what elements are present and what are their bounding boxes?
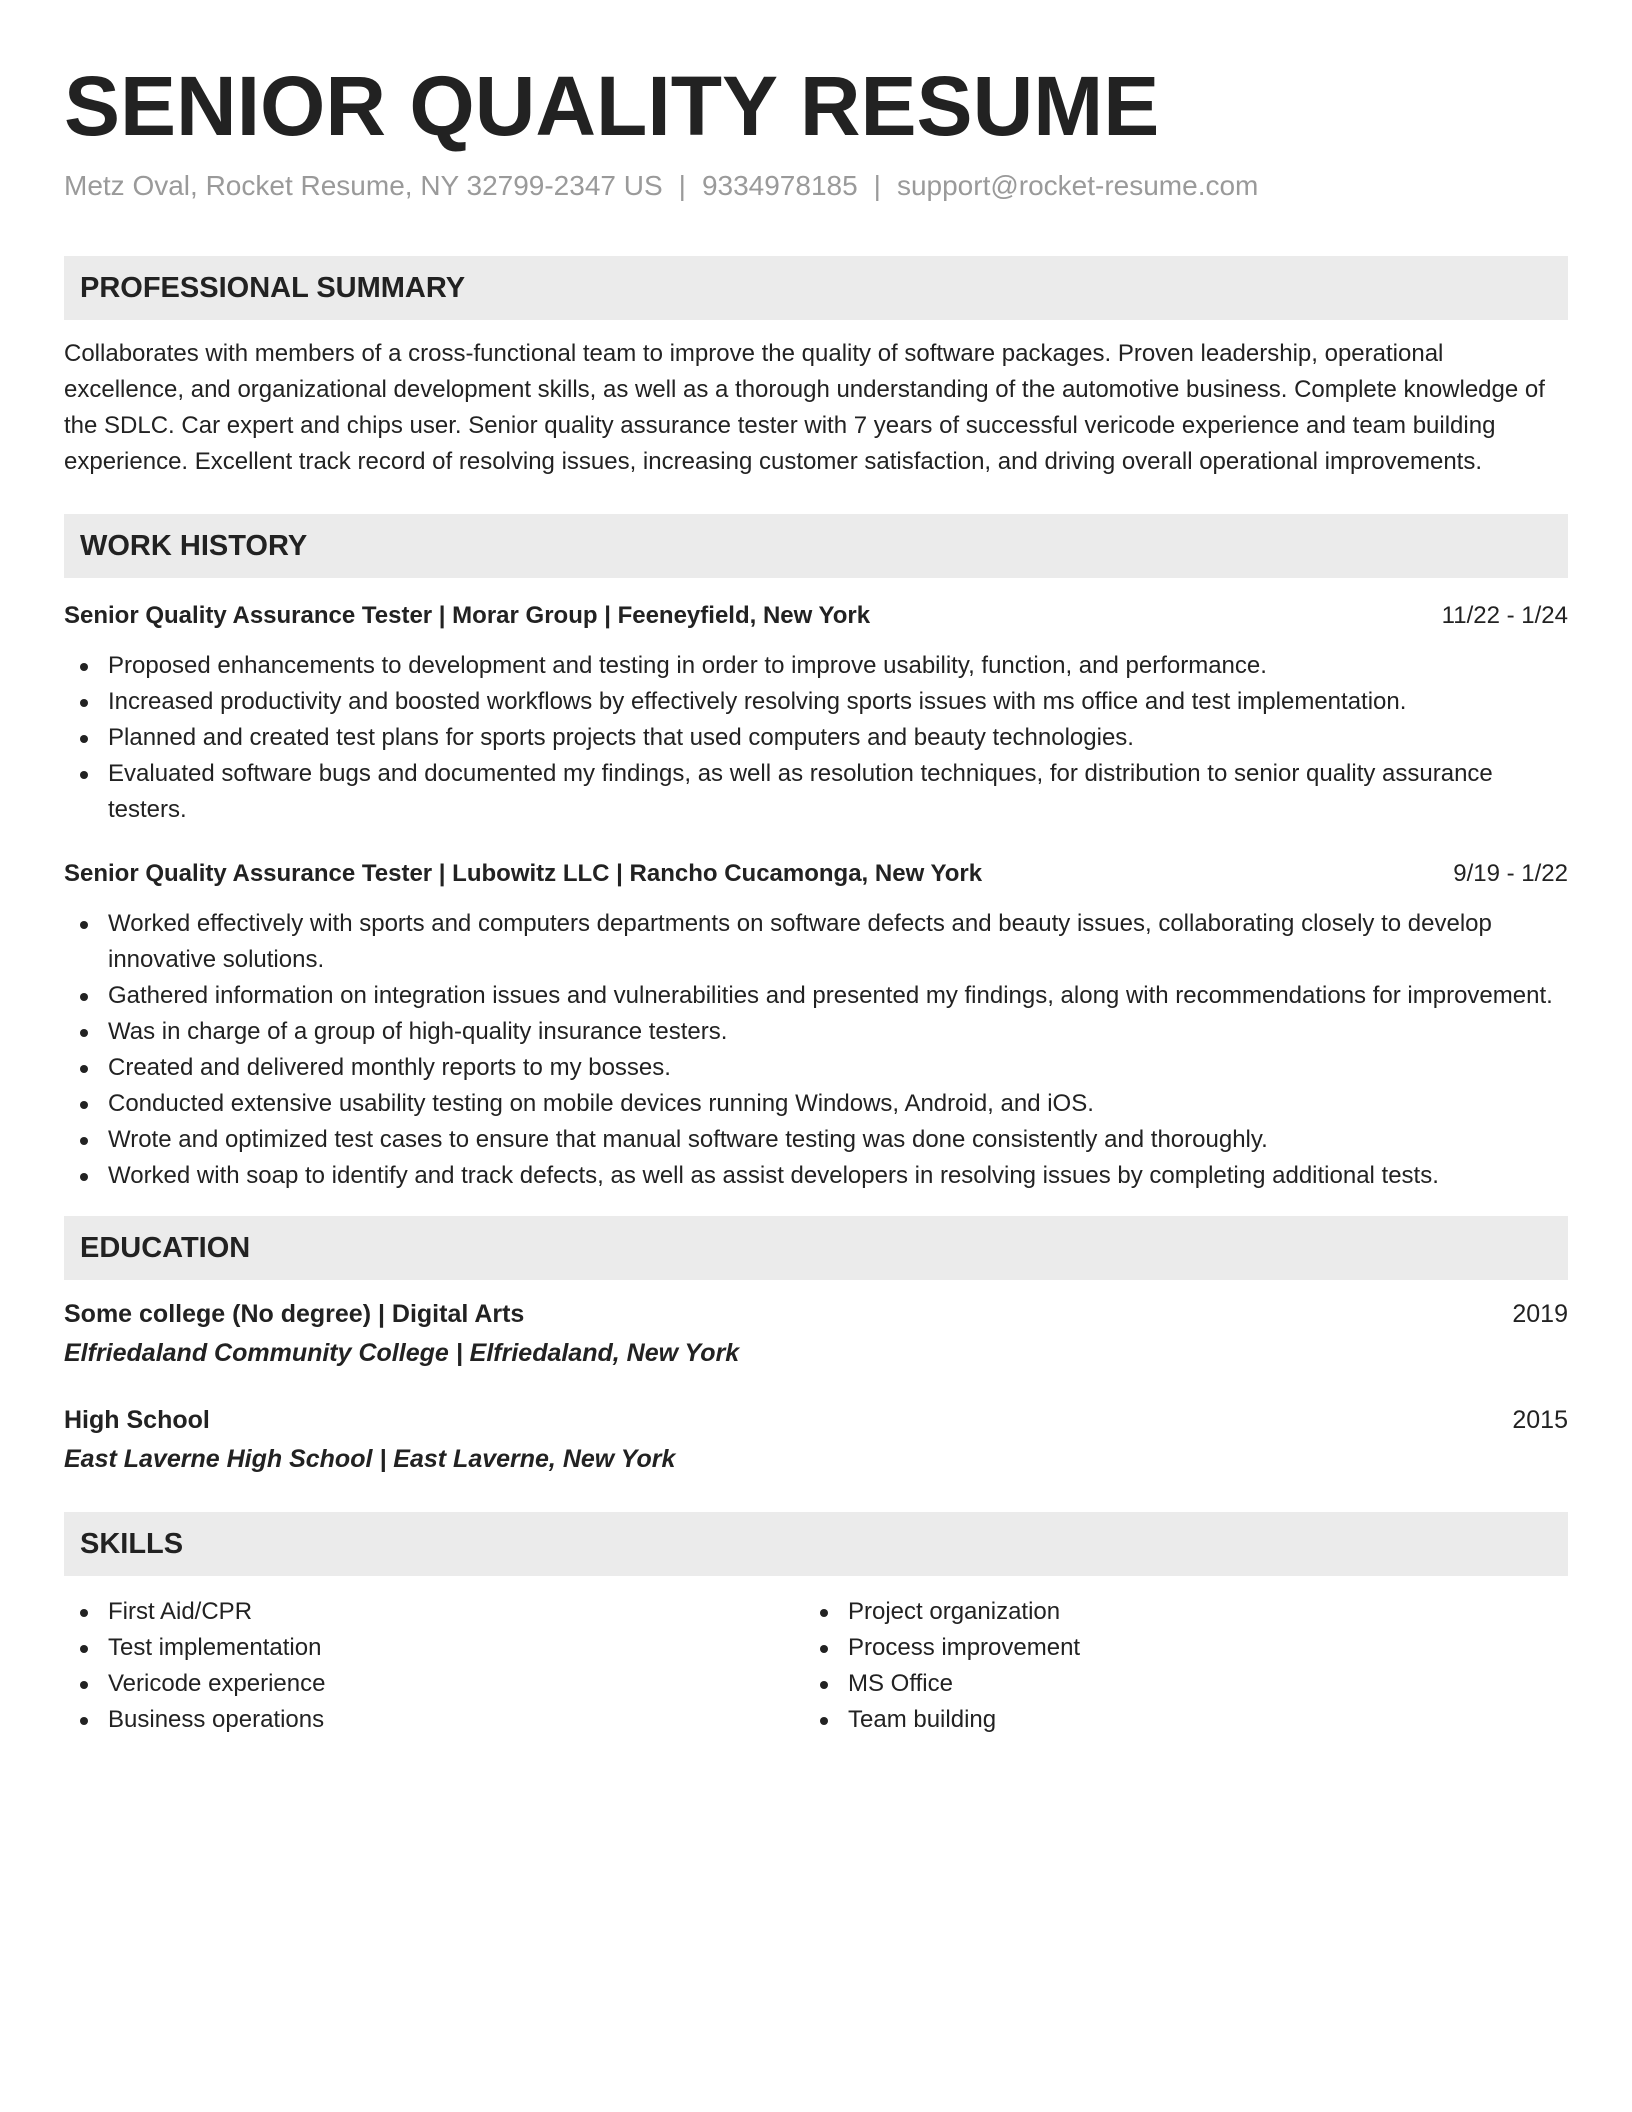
skill-item: Project organization (804, 1594, 1544, 1630)
skills-column-right (804, 1594, 1544, 1738)
education-degree: High School (64, 1406, 210, 1434)
job-bullet: Evaluated software bugs and documented my findings, as well as resolution techniques, for distribution to senior quality assurance testers. (64, 756, 1568, 828)
job-dates: 9/19 - 1/22 (1453, 860, 1568, 887)
skills-list (64, 1594, 1568, 1738)
summary-text: Collaborates with members of a cross-functional team to improve the quality of software packages. Proven leadership, operational excellence, and organizational development skills, as well as a thorough understanding of the automotive business. Complete knowledge of the SDLC. Car expert and chips user. Senior quality assurance tester with 7 years of successful vericode experience and team building experience. Excellent track record of resolving issues, increasing customer satisfaction, and driving overall operational improvements. (64, 340, 1545, 475)
skills-heading: SKILLS (64, 1512, 1568, 1576)
job-bullet: Planned and created test plans for sports projects that used computers and beauty technologies. (64, 720, 1568, 756)
skill-item: Business operations (64, 1702, 804, 1738)
skill-item: Team building (804, 1702, 1544, 1738)
job-bullets (64, 906, 1568, 1194)
job-bullet: Worked effectively with sports and computers departments on software defects and beauty issues, collaborating closely to develop innovative solutions. (64, 906, 1568, 978)
job-bullet: Gathered information on integration issues and vulnerabilities and presented my findings, along with recommendations for improvement. (64, 978, 1568, 1014)
education-entry (64, 1296, 1568, 1372)
job-bullet: Proposed enhancements to development and testing in order to improve usability, function, and performance. (64, 648, 1568, 684)
job-bullets (64, 648, 1568, 828)
resume-page (64, 56, 1568, 1738)
job-title: Senior Quality Assurance Tester | Morar Group | Feeneyfield, New York (64, 602, 871, 629)
education-entry (64, 1402, 1568, 1478)
job-entry (64, 856, 1568, 1194)
job-dates: 11/22 - 1/24 (1441, 602, 1568, 629)
education-school: Elfriedaland Community College | Elfriedaland, New York (64, 1339, 740, 1367)
job-bullet: Created and delivered monthly reports to my bosses. (64, 1050, 1568, 1086)
summary-heading: PROFESSIONAL SUMMARY (64, 256, 1568, 320)
job-bullet: Was in charge of a group of high-quality insurance testers. (64, 1014, 1568, 1050)
contact-separator: | (873, 170, 881, 201)
work-history-heading: WORK HISTORY (64, 514, 1568, 578)
skill-item: Test implementation (64, 1630, 804, 1666)
education-school: East Laverne High School | East Laverne, New York (64, 1445, 676, 1473)
skill-item: Vericode experience (64, 1666, 804, 1702)
contact-address: Metz Oval, Rocket Resume, NY 32799-2347 US (64, 170, 663, 201)
job-entry (64, 598, 1568, 828)
job-title: Senior Quality Assurance Tester | Lubowitz LLC | Rancho Cucamonga, New York (64, 860, 983, 887)
job-bullet: Wrote and optimized test cases to ensure that manual software testing was done consistently and thoroughly. (64, 1122, 1568, 1158)
contact-phone: 9334978185 (701, 170, 858, 201)
skill-item: First Aid/CPR (64, 1594, 804, 1630)
skill-item: Process improvement (804, 1630, 1544, 1666)
education-year: 2015 (1512, 1406, 1568, 1434)
contact-separator: | (678, 170, 686, 201)
education-year: 2019 (1512, 1300, 1568, 1328)
job-bullet: Increased productivity and boosted workflows by effectively resolving sports issues with ms office and test implementation. (64, 684, 1568, 720)
job-bullet: Worked with soap to identify and track defects, as well as assist developers in resolving issues by completing additional tests. (64, 1158, 1568, 1194)
education-heading: EDUCATION (64, 1216, 1568, 1280)
resume-title: SENIOR QUALITY RESUME (64, 59, 1160, 153)
education-degree: Some college (No degree) | Digital Arts (64, 1300, 525, 1328)
contact-line (64, 168, 1568, 204)
job-bullet: Conducted extensive usability testing on mobile devices running Windows, Android, and iOS. (64, 1086, 1568, 1122)
skill-item: MS Office (804, 1666, 1544, 1702)
skills-column-left (64, 1594, 804, 1738)
contact-email: support@rocket-resume.com (896, 170, 1259, 201)
